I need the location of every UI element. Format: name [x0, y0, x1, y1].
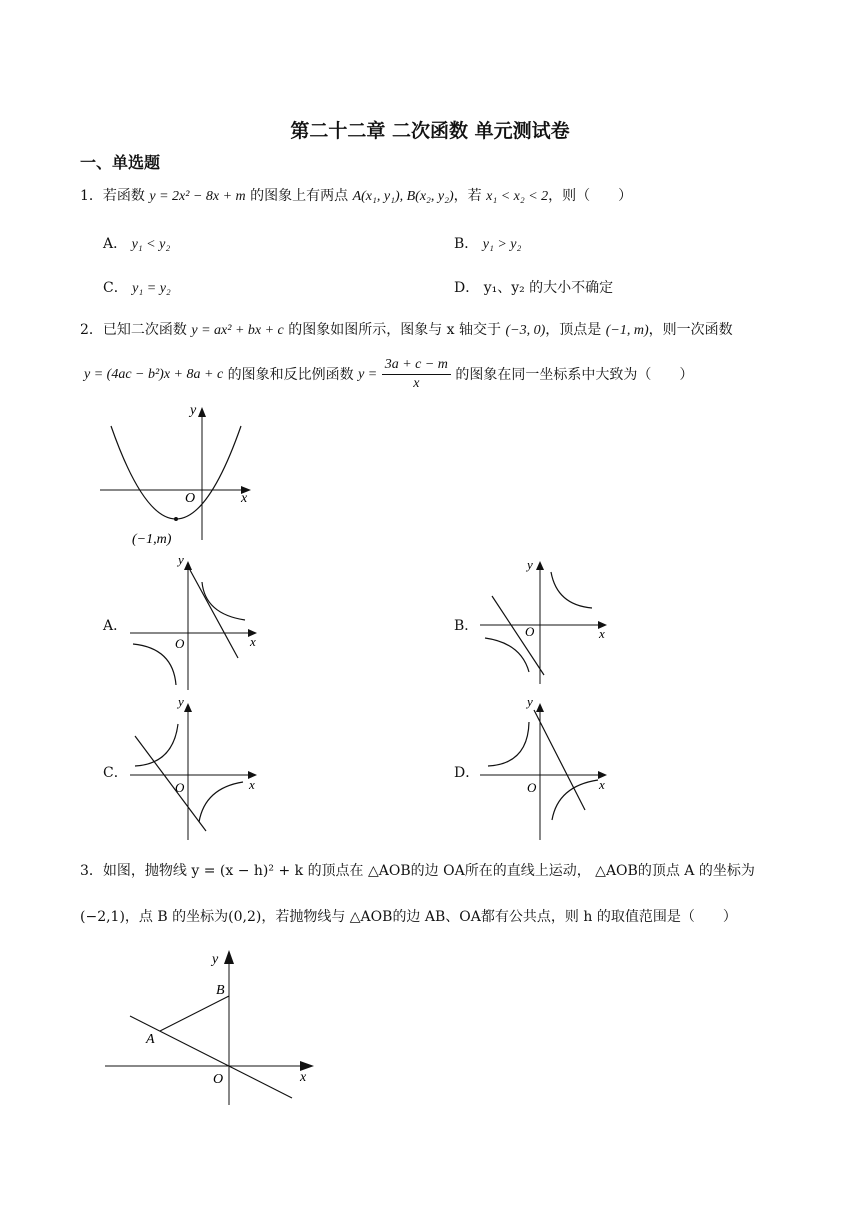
question-3 [80, 861, 755, 881]
hyperbola-branch [552, 780, 598, 820]
vertex-label: (−1,m) [132, 532, 172, 547]
origin-label: O [185, 491, 196, 506]
q1-text-a: 若函数 [102, 188, 145, 204]
q3-number: 3． [80, 863, 103, 879]
point-b-label: B [216, 983, 225, 998]
option-letter: A． [103, 236, 128, 252]
q1-option-c[interactable] [103, 277, 171, 297]
x-label: x [300, 1070, 307, 1085]
q2-fraction [382, 356, 451, 393]
q2-option-c[interactable]: C． [103, 765, 128, 781]
q2-number: 2． [80, 322, 103, 338]
q3-text: 的边 [410, 863, 439, 879]
option-letter: D． [454, 280, 480, 296]
q2-text: 的图象如图所示，图象与 x 轴交于 [288, 322, 502, 338]
origin-label: O [175, 636, 185, 651]
hyperbola-branch [199, 782, 243, 822]
q3-text: 的边 [392, 909, 421, 925]
q2-formula: y = ax² + bx + c [191, 323, 284, 338]
hyperbola-branch [488, 722, 529, 766]
linear-line [190, 570, 238, 658]
question-1 [80, 186, 632, 207]
q1-text-d: ，则（ ） [548, 188, 633, 204]
linear-line [534, 710, 585, 810]
y-arrow-icon [198, 407, 206, 417]
segment-ab [160, 996, 229, 1031]
q3-text: 的坐标为 [698, 863, 755, 879]
q3-text: 都有公共点，则 [480, 909, 579, 925]
q3-coordinate: (−2,1) [80, 909, 125, 925]
y-arrow-icon [184, 561, 192, 570]
q3-text: 如图，抛物线 [102, 863, 187, 879]
point-a-label: A [146, 1032, 155, 1047]
q3-triangle-figure [100, 945, 330, 1110]
q3-segment: AB [424, 909, 446, 925]
x-label: x [249, 777, 255, 792]
x-label: x [250, 634, 256, 649]
option-letter: B． [454, 236, 479, 252]
q3-variable: h [583, 909, 593, 925]
option-c-graph[interactable] [125, 694, 265, 844]
x-label: x [241, 491, 248, 506]
q2-option-d[interactable]: D． [454, 765, 480, 781]
q3-triangle: △AOB [349, 909, 393, 925]
y-label: y [527, 557, 533, 572]
hyperbola-branch [133, 644, 176, 685]
q2-frac-lhs: y = [358, 367, 378, 382]
q3-text: 的取值范围是（ ） [596, 909, 737, 925]
q3-text: 所在的直线上运动， [464, 863, 591, 879]
option-text: y₁ < y₂ [131, 237, 171, 252]
x-label: x [599, 777, 605, 792]
q3-separator: 、 [445, 909, 460, 925]
q2-text: ，顶点是 [545, 322, 602, 338]
fraction-denominator: x [413, 376, 420, 391]
line-oa [130, 1016, 292, 1098]
q3-segment: OA [443, 863, 465, 879]
q2-parabola-graph [95, 400, 265, 550]
q2-text: ，则一次函数 [648, 322, 733, 338]
parabola-curve [111, 426, 241, 519]
origin-label: O [527, 780, 537, 795]
y-arrow-icon [184, 703, 192, 712]
option-a-graph[interactable] [125, 552, 265, 692]
y-label: y [212, 952, 219, 967]
q1-points: A(x₁, y₁), B(x₂, y₂) [352, 189, 454, 204]
q3-text: ，若抛物线与 [261, 909, 346, 925]
q2-option-a[interactable]: A． [103, 618, 128, 634]
q1-text-b: 的图象上有两点 [250, 188, 349, 204]
option-letter: C． [103, 280, 128, 296]
y-arrow-icon [536, 703, 544, 712]
q3-line-2 [80, 907, 737, 927]
q3-segment: OA [459, 909, 481, 925]
y-arrow-icon [224, 950, 234, 964]
q3-formula: y = (x − h)² + k [191, 863, 304, 879]
origin-label: O [525, 624, 535, 639]
q2-line-2 [84, 356, 693, 393]
q1-option-a[interactable] [103, 233, 170, 253]
option-text: y₁ > y₂ [482, 237, 522, 252]
q3-triangle: △AOB [368, 863, 411, 879]
q1-option-b[interactable] [454, 233, 521, 253]
q3-text: 的顶点在 [307, 863, 364, 879]
q1-text-c: ，若 [453, 188, 482, 204]
y-arrow-icon [536, 561, 544, 570]
y-label: y [527, 694, 533, 709]
linear-line [492, 596, 544, 675]
q2-point: (−1, m) [605, 323, 649, 338]
q1-option-d[interactable] [454, 277, 613, 297]
question-2 [80, 320, 733, 341]
section-heading: 一、单选题 [80, 153, 161, 172]
vertex-point [174, 517, 178, 521]
option-text: y₁、y₂ 的大小不确定 [483, 280, 614, 296]
q2-text: 的图象在同一坐标系中大致为（ ） [455, 366, 694, 383]
q3-coordinate: (0,2) [228, 909, 262, 925]
q2-text: 的图象和反比例函数 [227, 366, 354, 383]
hyperbola-branch [202, 582, 245, 620]
q3-point-name: A [684, 863, 695, 879]
q1-condition: x₁ < x₂ < 2 [486, 189, 549, 204]
origin-label: O [213, 1072, 224, 1087]
q2-linear-formula: y = (4ac − b²)x + 8a + c [84, 367, 224, 382]
x-label: x [599, 626, 605, 641]
origin-label: O [175, 780, 185, 795]
y-label: y [190, 403, 197, 418]
q1-formula: y = 2x² − 8x + m [149, 189, 246, 204]
q3-text: 的顶点 [637, 863, 680, 879]
q2-point: (−3, 0) [505, 323, 546, 338]
option-d-graph[interactable] [475, 694, 615, 844]
option-text: y₁ = y₂ [132, 281, 171, 296]
option-b-graph[interactable] [475, 552, 615, 692]
q3-text: 的坐标为 [172, 909, 229, 925]
y-label: y [178, 694, 184, 709]
linear-line [135, 736, 206, 831]
q1-number: 1． [80, 188, 103, 204]
hyperbola-branch [551, 572, 592, 608]
q3-point-name: B [157, 909, 168, 925]
fraction-numerator: 3a + c − m [382, 356, 451, 375]
q3-text: ，点 [124, 909, 153, 925]
q2-text: 已知二次函数 [102, 322, 187, 338]
q3-triangle: △AOB [595, 863, 638, 879]
y-label: y [178, 552, 184, 567]
page-title: 第二十二章 二次函数 单元测试卷 [290, 120, 570, 142]
q2-option-b[interactable]: B． [454, 618, 479, 634]
